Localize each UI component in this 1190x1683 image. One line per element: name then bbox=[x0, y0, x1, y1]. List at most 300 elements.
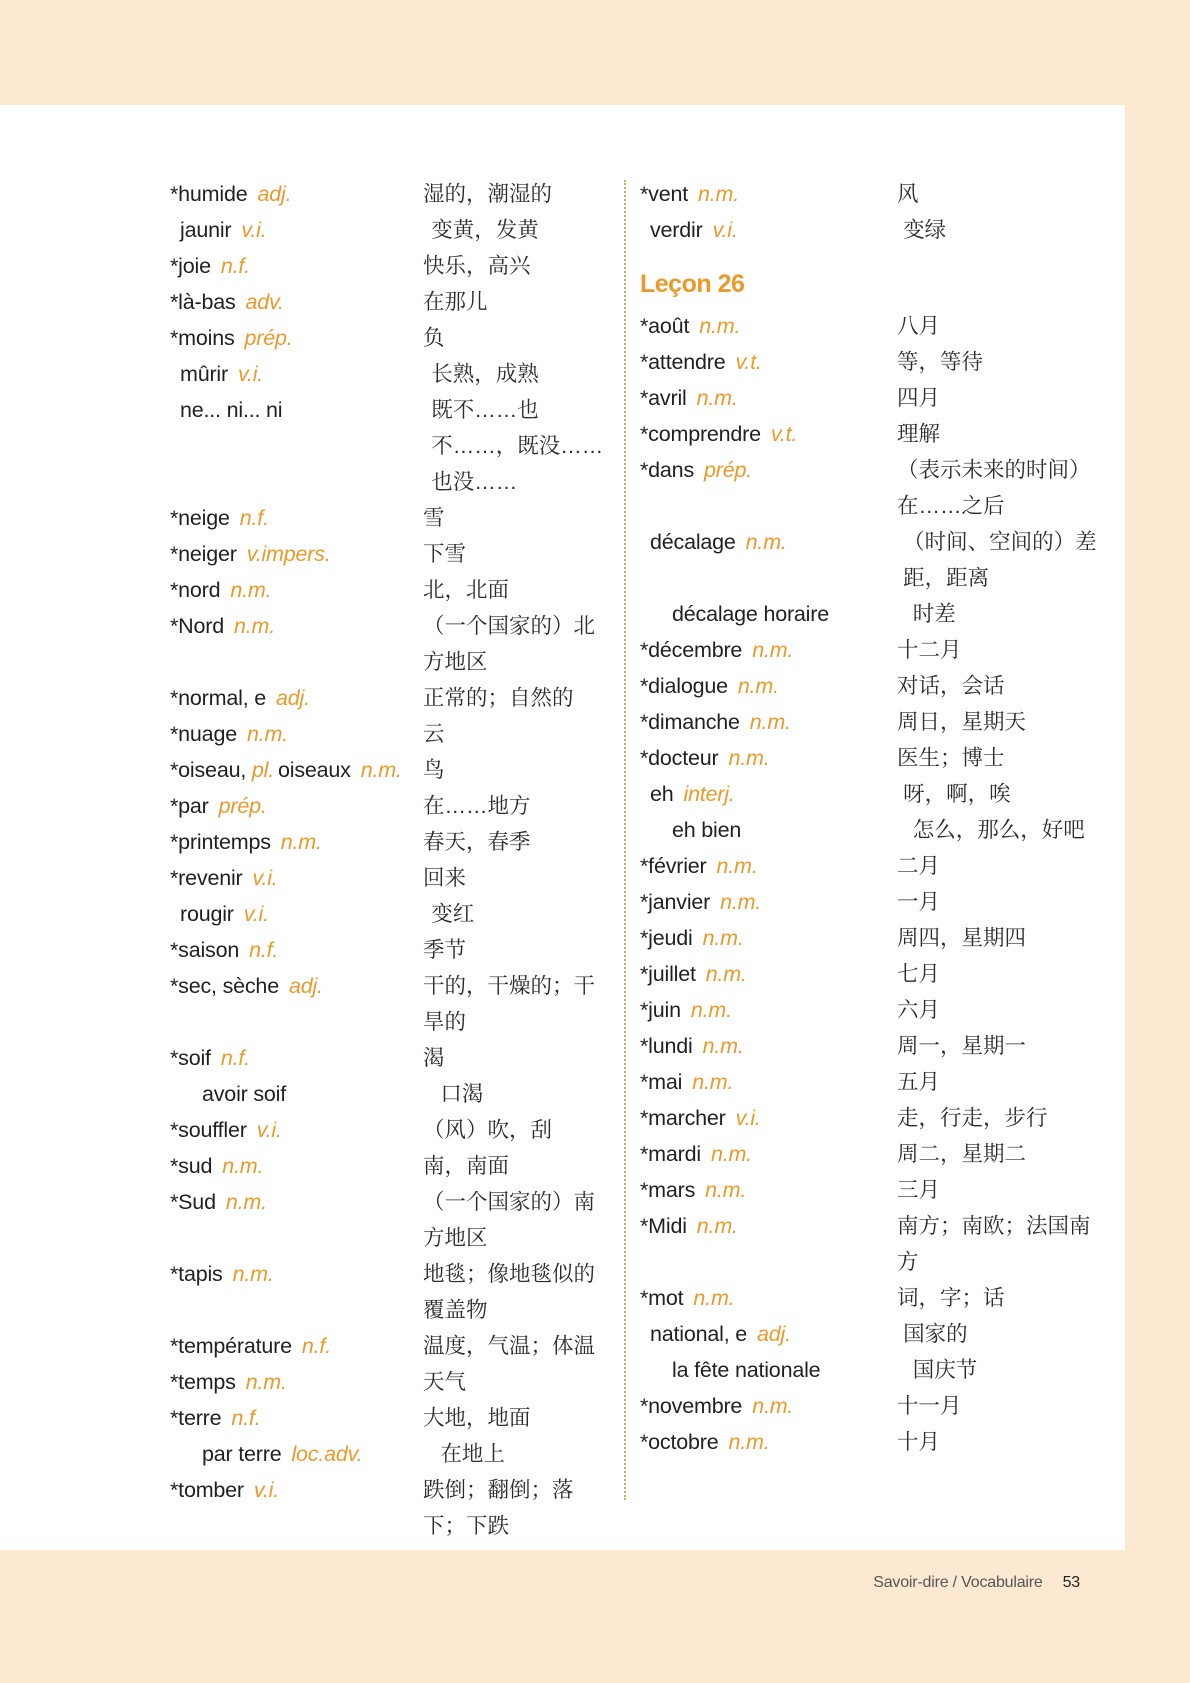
headword: revenir bbox=[178, 866, 243, 890]
french-term bbox=[170, 896, 431, 932]
headword: tapis bbox=[178, 1262, 223, 1286]
vocab-entry bbox=[640, 776, 1100, 812]
core-word-marker: * bbox=[170, 1334, 179, 1358]
part-of-speech: v.i. bbox=[256, 1118, 282, 1142]
vocab-entry bbox=[170, 860, 610, 896]
part-of-speech: n.m. bbox=[245, 1370, 287, 1394]
headword: humide bbox=[178, 182, 248, 206]
french-term bbox=[170, 536, 423, 572]
core-word-marker: * bbox=[170, 1478, 179, 1502]
core-word-marker: * bbox=[640, 1394, 649, 1418]
french-term bbox=[640, 884, 897, 920]
part-of-speech: n.m. bbox=[716, 854, 758, 878]
chinese-definition: 干的，干燥的；干旱的 bbox=[423, 974, 596, 1034]
vocab-entry bbox=[170, 1184, 610, 1256]
vocab-entry bbox=[640, 1388, 1100, 1424]
french-term bbox=[640, 380, 897, 416]
vocab-entry bbox=[640, 176, 1100, 212]
chinese-definition: 天气 bbox=[423, 1370, 467, 1394]
vocab-entry bbox=[640, 632, 1100, 668]
vocab-entry bbox=[170, 1256, 610, 1328]
vocab-entry bbox=[640, 668, 1100, 704]
chinese-definition: 正常的；自然的 bbox=[423, 686, 574, 710]
vocab-entry bbox=[170, 1436, 610, 1472]
core-word-marker: * bbox=[170, 722, 179, 746]
core-word-marker: * bbox=[170, 866, 179, 890]
chinese-definition: 五月 bbox=[897, 1070, 941, 1094]
headword: par terre bbox=[202, 1442, 282, 1466]
headword: comprendre bbox=[648, 422, 761, 446]
vocab-entry bbox=[170, 932, 610, 968]
headword: janvier bbox=[648, 890, 711, 914]
headword: dimanche bbox=[648, 710, 740, 734]
vocab-entry bbox=[640, 1280, 1100, 1316]
vocab-entry bbox=[170, 1148, 610, 1184]
vocab-entry bbox=[640, 812, 1100, 848]
core-word-marker: * bbox=[640, 854, 649, 878]
chinese-definition: 六月 bbox=[897, 998, 941, 1022]
core-word-marker: * bbox=[170, 1118, 179, 1142]
headword: mai bbox=[648, 1070, 683, 1094]
part-of-speech: v.impers. bbox=[246, 542, 331, 566]
vocab-entry bbox=[640, 740, 1100, 776]
part-of-speech: v.i. bbox=[241, 218, 267, 242]
headword: octobre bbox=[648, 1430, 719, 1454]
chinese-definition: 时差 bbox=[912, 602, 956, 626]
vocab-entry bbox=[170, 392, 610, 500]
part-of-speech: n.m. bbox=[692, 1070, 734, 1094]
french-term bbox=[640, 212, 903, 248]
left-vocab-column bbox=[170, 176, 610, 1544]
french-term bbox=[170, 356, 431, 392]
part-of-speech: v.i. bbox=[252, 866, 278, 890]
vocab-entry bbox=[640, 212, 1100, 248]
vocab-entry bbox=[640, 452, 1100, 524]
vocab-entry bbox=[640, 1352, 1100, 1388]
french-term bbox=[170, 212, 431, 248]
part-of-speech: n.m. bbox=[702, 926, 744, 950]
core-word-marker: * bbox=[170, 290, 179, 314]
vocab-entry bbox=[640, 380, 1100, 416]
french-term bbox=[170, 1364, 423, 1400]
part-of-speech: n.m. bbox=[737, 674, 779, 698]
part-of-speech: n.f. bbox=[220, 254, 250, 278]
french-term bbox=[170, 1040, 423, 1076]
headword: national, e bbox=[650, 1322, 748, 1346]
part-of-speech: n.m. bbox=[699, 314, 741, 338]
part-of-speech: n.m. bbox=[752, 1394, 794, 1418]
french-term bbox=[170, 860, 423, 896]
french-term bbox=[170, 788, 423, 824]
chinese-definition: 南方；南欧；法国南方 bbox=[897, 1214, 1091, 1274]
vocab-entry bbox=[170, 608, 610, 680]
part-of-speech: prép. bbox=[244, 326, 293, 350]
chinese-definition: 三月 bbox=[897, 1178, 941, 1202]
chinese-definition: 鸟 bbox=[423, 758, 445, 782]
vocab-entry bbox=[170, 176, 610, 212]
chinese-definition: 大地，地面 bbox=[423, 1406, 531, 1430]
core-word-marker: * bbox=[170, 542, 179, 566]
french-term bbox=[640, 920, 897, 956]
chinese-definition: 怎么，那么，好吧 bbox=[912, 818, 1085, 842]
core-word-marker: * bbox=[170, 830, 179, 854]
headword: jeudi bbox=[648, 926, 693, 950]
core-word-marker: * bbox=[170, 506, 179, 530]
chinese-definition: （时间、空间的）差距，距离 bbox=[903, 530, 1097, 590]
chinese-definition: 周四，星期四 bbox=[897, 926, 1027, 950]
headword: normal, e bbox=[178, 686, 266, 710]
headword: attendre bbox=[648, 350, 726, 374]
part-of-speech: prép. bbox=[218, 794, 267, 818]
headword: nord bbox=[178, 578, 221, 602]
chinese-definition: 负 bbox=[423, 326, 445, 350]
core-word-marker: * bbox=[170, 758, 179, 782]
chinese-definition: （表示未来的时间）在……之后 bbox=[897, 458, 1091, 518]
vocab-entry bbox=[640, 1100, 1100, 1136]
headword: décalage horaire bbox=[672, 602, 829, 626]
plural-form: oiseaux bbox=[278, 758, 351, 782]
vocab-entry bbox=[170, 572, 610, 608]
chinese-definition: 十月 bbox=[897, 1430, 941, 1454]
chinese-definition: 呀，啊，唉 bbox=[903, 782, 1011, 806]
part-of-speech: n.m. bbox=[752, 638, 794, 662]
chinese-definition: 在……地方 bbox=[423, 794, 531, 818]
french-term bbox=[640, 1388, 897, 1424]
vocab-entry bbox=[170, 248, 610, 284]
french-term bbox=[170, 284, 423, 320]
lesson-26-entries bbox=[640, 308, 1100, 1460]
part-of-speech: n.f. bbox=[239, 506, 269, 530]
chinese-definition: 温度，气温；体温 bbox=[423, 1334, 596, 1358]
lesson-heading: Leçon 26 bbox=[640, 270, 745, 298]
french-term bbox=[640, 176, 897, 212]
headword: moins bbox=[178, 326, 235, 350]
vocab-entry bbox=[170, 1076, 610, 1112]
french-term bbox=[170, 1400, 423, 1436]
french-term bbox=[640, 416, 897, 452]
french-term bbox=[170, 1148, 423, 1184]
chinese-definition: 风 bbox=[897, 182, 919, 206]
french-term bbox=[170, 320, 423, 356]
headword: Midi bbox=[648, 1214, 687, 1238]
core-word-marker: * bbox=[640, 1070, 649, 1094]
chinese-definition: 对话，会话 bbox=[897, 674, 1005, 698]
headword: sud bbox=[178, 1154, 213, 1178]
chinese-definition: 南，南面 bbox=[423, 1154, 510, 1178]
vocab-entry bbox=[170, 212, 610, 248]
headword: sec, sèche bbox=[178, 974, 279, 998]
core-word-marker: * bbox=[170, 578, 179, 602]
vocab-entry bbox=[640, 524, 1100, 596]
vocab-entry bbox=[640, 1208, 1100, 1280]
vocab-entry bbox=[170, 896, 610, 932]
plural-marker: pl. bbox=[251, 758, 274, 782]
french-term bbox=[170, 968, 423, 1004]
chinese-definition: 走，行走，步行 bbox=[897, 1106, 1048, 1130]
vocab-entry bbox=[170, 1112, 610, 1148]
chinese-definition: 词，字；话 bbox=[897, 1286, 1005, 1310]
french-term bbox=[640, 344, 897, 380]
headword: souffler bbox=[178, 1118, 247, 1142]
part-of-speech: interj. bbox=[683, 782, 735, 806]
right-top-entries bbox=[640, 176, 1100, 248]
core-word-marker: * bbox=[170, 794, 179, 818]
part-of-speech: adj. bbox=[288, 974, 323, 998]
french-term bbox=[640, 812, 913, 848]
headword: mûrir bbox=[180, 362, 228, 386]
chinese-definition: 国庆节 bbox=[912, 1358, 978, 1382]
part-of-speech: v.t. bbox=[735, 350, 762, 374]
vocab-entry bbox=[640, 1172, 1100, 1208]
core-word-marker: * bbox=[640, 458, 649, 482]
vocab-entry bbox=[640, 1136, 1100, 1172]
core-word-marker: * bbox=[640, 1106, 649, 1130]
vocab-entry bbox=[170, 1472, 610, 1544]
headword: verdir bbox=[650, 218, 703, 242]
core-word-marker: * bbox=[640, 962, 649, 986]
core-word-marker: * bbox=[640, 890, 649, 914]
vocab-entry bbox=[640, 344, 1100, 380]
vocab-entry bbox=[170, 752, 610, 788]
chinese-definition: 二月 bbox=[897, 854, 941, 878]
chinese-definition: 一月 bbox=[897, 890, 941, 914]
part-of-speech: n.m. bbox=[705, 962, 747, 986]
headword: terre bbox=[178, 1406, 222, 1430]
vocab-entry bbox=[640, 1064, 1100, 1100]
headword: la fête nationale bbox=[672, 1358, 821, 1382]
french-term bbox=[170, 1472, 423, 1508]
french-term bbox=[640, 776, 903, 812]
vocab-entry bbox=[170, 1328, 610, 1364]
part-of-speech: adj. bbox=[257, 182, 292, 206]
headword: neiger bbox=[178, 542, 237, 566]
vocab-entry bbox=[170, 536, 610, 572]
french-term bbox=[170, 1112, 423, 1148]
part-of-speech: n.m. bbox=[728, 1430, 770, 1454]
part-of-speech: n.m. bbox=[710, 1142, 752, 1166]
core-word-marker: * bbox=[640, 1034, 649, 1058]
vocab-entry bbox=[170, 284, 610, 320]
headword: dans bbox=[648, 458, 694, 482]
part-of-speech: n.m. bbox=[702, 1034, 744, 1058]
chinese-definition: 理解 bbox=[897, 422, 941, 446]
headword: eh bien bbox=[672, 818, 742, 842]
part-of-speech: v.i. bbox=[712, 218, 738, 242]
part-of-speech: n.f. bbox=[249, 938, 279, 962]
headword: neige bbox=[178, 506, 230, 530]
headword: juillet bbox=[648, 962, 696, 986]
core-word-marker: * bbox=[170, 938, 179, 962]
french-term bbox=[170, 716, 423, 752]
core-word-marker: * bbox=[640, 1286, 649, 1310]
part-of-speech: v.t. bbox=[770, 422, 798, 446]
core-word-marker: * bbox=[640, 350, 649, 374]
chinese-definition: 回来 bbox=[423, 866, 467, 890]
vocab-entry bbox=[640, 884, 1100, 920]
french-term bbox=[640, 1424, 897, 1460]
headword: avoir soif bbox=[202, 1082, 287, 1106]
french-term bbox=[170, 176, 423, 212]
chinese-definition: 变绿 bbox=[903, 218, 947, 242]
vocab-entry bbox=[640, 596, 1100, 632]
headword: là-bas bbox=[178, 290, 236, 314]
french-term bbox=[640, 668, 897, 704]
core-word-marker: * bbox=[640, 1142, 649, 1166]
part-of-speech: n.m. bbox=[745, 530, 787, 554]
french-term bbox=[170, 392, 431, 428]
chinese-definition: （风）吹，刮 bbox=[423, 1118, 553, 1142]
french-term bbox=[170, 572, 423, 608]
core-word-marker: * bbox=[640, 1214, 649, 1238]
vocab-entry bbox=[170, 1400, 610, 1436]
chinese-definition: 口渴 bbox=[440, 1082, 484, 1106]
core-word-marker: * bbox=[640, 998, 649, 1022]
headword: jaunir bbox=[180, 218, 232, 242]
headword: soif bbox=[178, 1046, 211, 1070]
french-term bbox=[640, 1352, 913, 1388]
french-term bbox=[170, 1184, 423, 1220]
headword: saison bbox=[178, 938, 240, 962]
core-word-marker: * bbox=[640, 674, 649, 698]
headword: juin bbox=[648, 998, 681, 1022]
french-term bbox=[640, 1028, 897, 1064]
core-word-marker: * bbox=[640, 314, 649, 338]
chinese-definition: 季节 bbox=[423, 938, 467, 962]
part-of-speech: n.m. bbox=[280, 830, 322, 854]
headword: août bbox=[648, 314, 690, 338]
core-word-marker: * bbox=[640, 182, 649, 206]
chinese-definition: 国家的 bbox=[903, 1322, 968, 1346]
french-term bbox=[640, 740, 897, 776]
core-word-marker: * bbox=[170, 1406, 179, 1430]
vocab-entry bbox=[640, 1028, 1100, 1064]
headword: joie bbox=[178, 254, 211, 278]
french-term bbox=[170, 1256, 423, 1292]
headword: ne... ni... ni bbox=[180, 398, 283, 422]
headword: décembre bbox=[648, 638, 743, 662]
french-term bbox=[640, 1136, 897, 1172]
part-of-speech: adv. bbox=[245, 290, 284, 314]
french-term bbox=[640, 596, 913, 632]
part-of-speech: n.m. bbox=[720, 890, 762, 914]
headword: avril bbox=[648, 386, 687, 410]
part-of-speech: n.m. bbox=[690, 998, 732, 1022]
headword: par bbox=[178, 794, 209, 818]
chinese-definition: 周日，星期天 bbox=[897, 710, 1027, 734]
part-of-speech: v.i. bbox=[735, 1106, 761, 1130]
core-word-marker: * bbox=[170, 1262, 179, 1286]
part-of-speech: v.i. bbox=[243, 902, 269, 926]
chinese-definition: 等，等待 bbox=[897, 350, 984, 374]
vocab-entry bbox=[170, 320, 610, 356]
core-word-marker: * bbox=[170, 1190, 179, 1214]
headword: eh bbox=[650, 782, 674, 806]
part-of-speech: v.i. bbox=[237, 362, 264, 386]
french-term bbox=[170, 1076, 440, 1112]
headword: rougir bbox=[180, 902, 234, 926]
french-term bbox=[640, 1280, 897, 1316]
core-word-marker: * bbox=[170, 326, 179, 350]
headword: oiseau, bbox=[178, 758, 247, 782]
chinese-definition: 长熟，成熟 bbox=[431, 362, 539, 386]
part-of-speech: n.m. bbox=[705, 1178, 747, 1202]
chinese-definition: 既不……也不……，既没……也没…… bbox=[431, 398, 604, 494]
vocab-entry bbox=[640, 416, 1100, 452]
headword: docteur bbox=[648, 746, 719, 770]
part-of-speech: loc.adv. bbox=[291, 1442, 363, 1466]
core-word-marker: * bbox=[640, 422, 649, 446]
french-term bbox=[640, 1100, 897, 1136]
headword: février bbox=[648, 854, 707, 878]
chinese-definition: 下雪 bbox=[423, 542, 467, 566]
chinese-definition: 渴 bbox=[423, 1046, 445, 1070]
french-term bbox=[170, 932, 423, 968]
vocab-entry bbox=[170, 680, 610, 716]
french-term bbox=[640, 992, 897, 1028]
core-word-marker: * bbox=[170, 182, 179, 206]
chinese-definition: 十二月 bbox=[897, 638, 962, 662]
page-number: 53 bbox=[1062, 1574, 1080, 1591]
vocab-entry bbox=[170, 1040, 610, 1076]
headword: novembre bbox=[648, 1394, 743, 1418]
column-divider bbox=[624, 180, 626, 1500]
vocab-entry bbox=[640, 956, 1100, 992]
french-term bbox=[170, 1328, 423, 1364]
french-term bbox=[170, 752, 423, 788]
vocab-entry bbox=[170, 968, 610, 1040]
core-word-marker: * bbox=[640, 926, 649, 950]
french-term bbox=[170, 824, 423, 860]
part-of-speech: n.m. bbox=[693, 1286, 735, 1310]
core-word-marker: * bbox=[170, 974, 179, 998]
headword: décalage bbox=[650, 530, 736, 554]
headword: Sud bbox=[178, 1190, 216, 1214]
part-of-speech: n.f. bbox=[231, 1406, 261, 1430]
chinese-definition: 跌倒；翻倒；落下；下跌 bbox=[423, 1478, 574, 1538]
part-of-speech: n.m. bbox=[233, 614, 275, 638]
chinese-definition: 变黄，发黄 bbox=[431, 218, 539, 242]
page-footer bbox=[873, 1574, 1080, 1592]
headword: dialogue bbox=[648, 674, 728, 698]
chinese-definition: 在地上 bbox=[440, 1442, 505, 1466]
vocab-entry bbox=[170, 356, 610, 392]
chinese-definition: 周一，星期一 bbox=[897, 1034, 1027, 1058]
vocab-entry bbox=[640, 992, 1100, 1028]
part-of-speech: adj. bbox=[757, 1322, 791, 1346]
core-word-marker: * bbox=[170, 614, 179, 638]
chinese-definition: 周二，星期二 bbox=[897, 1142, 1027, 1166]
core-word-marker: * bbox=[170, 254, 179, 278]
chinese-definition: 湿的，潮湿的 bbox=[423, 182, 553, 206]
part-of-speech: n.m. bbox=[696, 386, 738, 410]
part-of-speech: n.m. bbox=[246, 722, 288, 746]
part-of-speech: v.i. bbox=[253, 1478, 279, 1502]
core-word-marker: * bbox=[170, 1154, 179, 1178]
part-of-speech: n.m. bbox=[696, 1214, 738, 1238]
core-word-marker: * bbox=[640, 746, 649, 770]
chinese-definition: 八月 bbox=[897, 314, 941, 338]
core-word-marker: * bbox=[170, 686, 179, 710]
french-term bbox=[640, 1208, 897, 1244]
french-term bbox=[170, 500, 423, 536]
vocab-entry bbox=[640, 1424, 1100, 1460]
vocab-entry bbox=[170, 788, 610, 824]
french-term bbox=[640, 632, 897, 668]
vocab-entry bbox=[640, 848, 1100, 884]
chinese-definition: 变红 bbox=[431, 902, 475, 926]
chinese-definition: 地毯；像地毯似的覆盖物 bbox=[423, 1262, 596, 1322]
french-term bbox=[170, 608, 423, 644]
